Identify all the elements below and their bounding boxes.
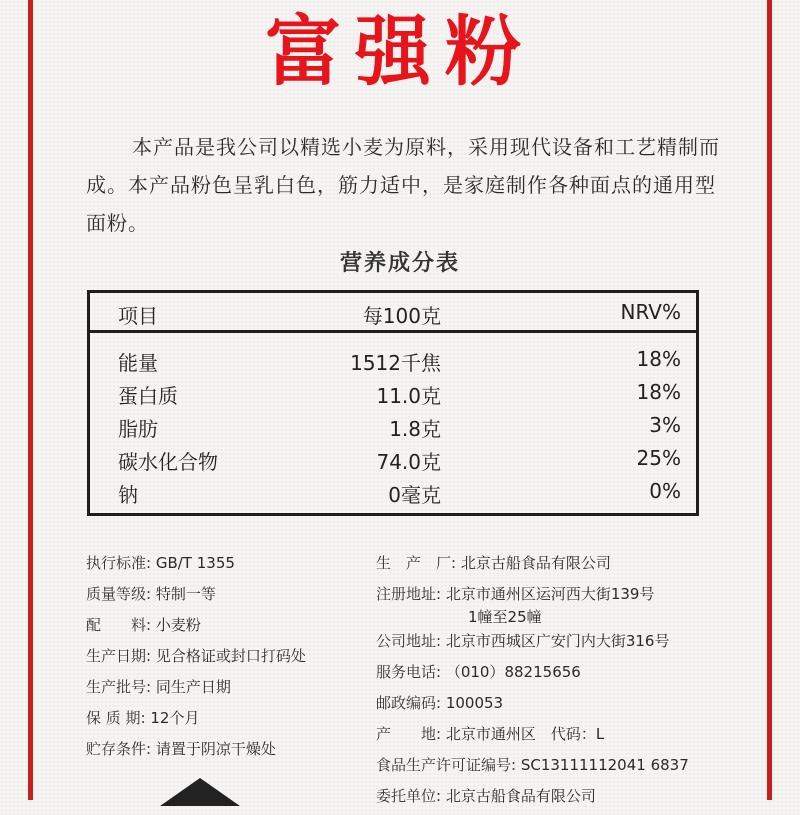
row-item: 脂肪 — [118, 417, 158, 441]
info-label: 产 地: — [376, 725, 442, 743]
info-origin — [376, 722, 776, 753]
info-label: 食品生产许可证编号: — [376, 756, 517, 774]
info-value: 北京市西城区广安门内大街316号 — [445, 632, 670, 650]
header-per100g: 每100克 — [362, 304, 441, 328]
info-label: 贮存条件: — [86, 740, 152, 758]
info-batch — [86, 675, 356, 706]
info-value: 100053 — [445, 694, 504, 712]
info-company-address — [376, 629, 776, 660]
row-nrv: 18% — [636, 347, 681, 371]
info-label: 生产日期: — [86, 647, 152, 665]
table-row — [90, 477, 696, 510]
intro-text: 本产品是我公司以精选小麦为原料，采用现代设备和工艺精制而成。本产品粉色呈乳白色，筋力适中，是家庭制作各种面点的通用型面粉。 — [86, 135, 720, 235]
info-value: 北京古船食品有限公司 — [445, 787, 596, 805]
info-value: 特制一等 — [155, 585, 216, 603]
info-label: 公司地址: — [376, 632, 442, 650]
product-info-left — [86, 551, 356, 768]
info-label: 委托单位: — [376, 787, 442, 805]
info-registered-address — [376, 582, 776, 629]
info-production-date — [86, 644, 356, 675]
info-value: 12个月 — [150, 709, 200, 727]
table-row — [90, 444, 696, 477]
header-item: 项目 — [118, 304, 158, 328]
info-label: 生产批号: — [86, 678, 152, 696]
frame-left-border — [28, 0, 33, 800]
info-value: SC13111112041 6837 — [520, 756, 689, 774]
info-grade — [86, 582, 356, 613]
info-label: 服务电话: — [376, 663, 442, 681]
row-item: 蛋白质 — [118, 384, 178, 408]
info-value-continued: 1幢至25幢 — [468, 608, 542, 626]
info-value: 见合格证或封口打码处 — [155, 647, 306, 665]
row-nrv: 25% — [636, 446, 681, 470]
table-row — [90, 378, 696, 411]
row-per100g: 74.0克 — [376, 450, 441, 474]
info-label: 保 质 期: — [86, 709, 146, 727]
info-ingredients — [86, 613, 356, 644]
info-label: 质量等级: — [86, 585, 152, 603]
info-label: 生 产 厂: — [376, 554, 457, 572]
row-per100g: 0毫克 — [388, 483, 441, 507]
row-nrv: 0% — [649, 479, 681, 503]
info-label: 邮政编码: — [376, 694, 442, 712]
row-per100g: 11.0克 — [376, 384, 441, 408]
product-intro — [86, 128, 726, 242]
info-value: 小麦粉 — [155, 616, 201, 634]
nutrition-table — [87, 290, 699, 516]
nutrition-table-title: 营养成分表 — [339, 251, 460, 276]
row-per100g: 1512千焦 — [350, 351, 441, 375]
info-postcode — [376, 691, 776, 722]
row-nrv: 18% — [636, 380, 681, 404]
table-row — [90, 345, 696, 378]
nutrition-table-header — [90, 293, 696, 333]
row-item: 钠 — [118, 483, 138, 507]
header-nrv: NRV% — [620, 300, 681, 324]
info-manufacturer — [376, 551, 776, 582]
row-item: 碳水化合物 — [118, 450, 218, 474]
info-value: 北京古船食品有限公司 — [460, 554, 611, 572]
info-license — [376, 753, 776, 784]
info-value: 同生产日期 — [155, 678, 231, 696]
product-info-right — [376, 551, 776, 815]
info-phone — [376, 660, 776, 691]
row-item: 能量 — [118, 351, 158, 375]
info-value: GB/T 1355 — [155, 554, 235, 572]
info-value: 北京市通州区运河西大街139号 — [445, 585, 655, 603]
info-standard — [86, 551, 356, 582]
info-label: 配 料: — [86, 616, 152, 634]
row-nrv: 3% — [649, 413, 681, 437]
info-value: 请置于阴凉干燥处 — [155, 740, 276, 758]
info-value: （010）88215656 — [445, 663, 581, 681]
decorative-triangle — [160, 778, 240, 806]
info-value: 北京市通州区 代码：L — [445, 725, 605, 743]
info-label: 注册地址: — [376, 585, 442, 603]
info-label: 执行标准: — [86, 554, 152, 572]
row-per100g: 1.8克 — [389, 417, 441, 441]
info-shelf-life — [86, 706, 356, 737]
info-storage — [86, 737, 356, 768]
product-title: 富强粉 — [265, 7, 535, 96]
table-row — [90, 411, 696, 444]
